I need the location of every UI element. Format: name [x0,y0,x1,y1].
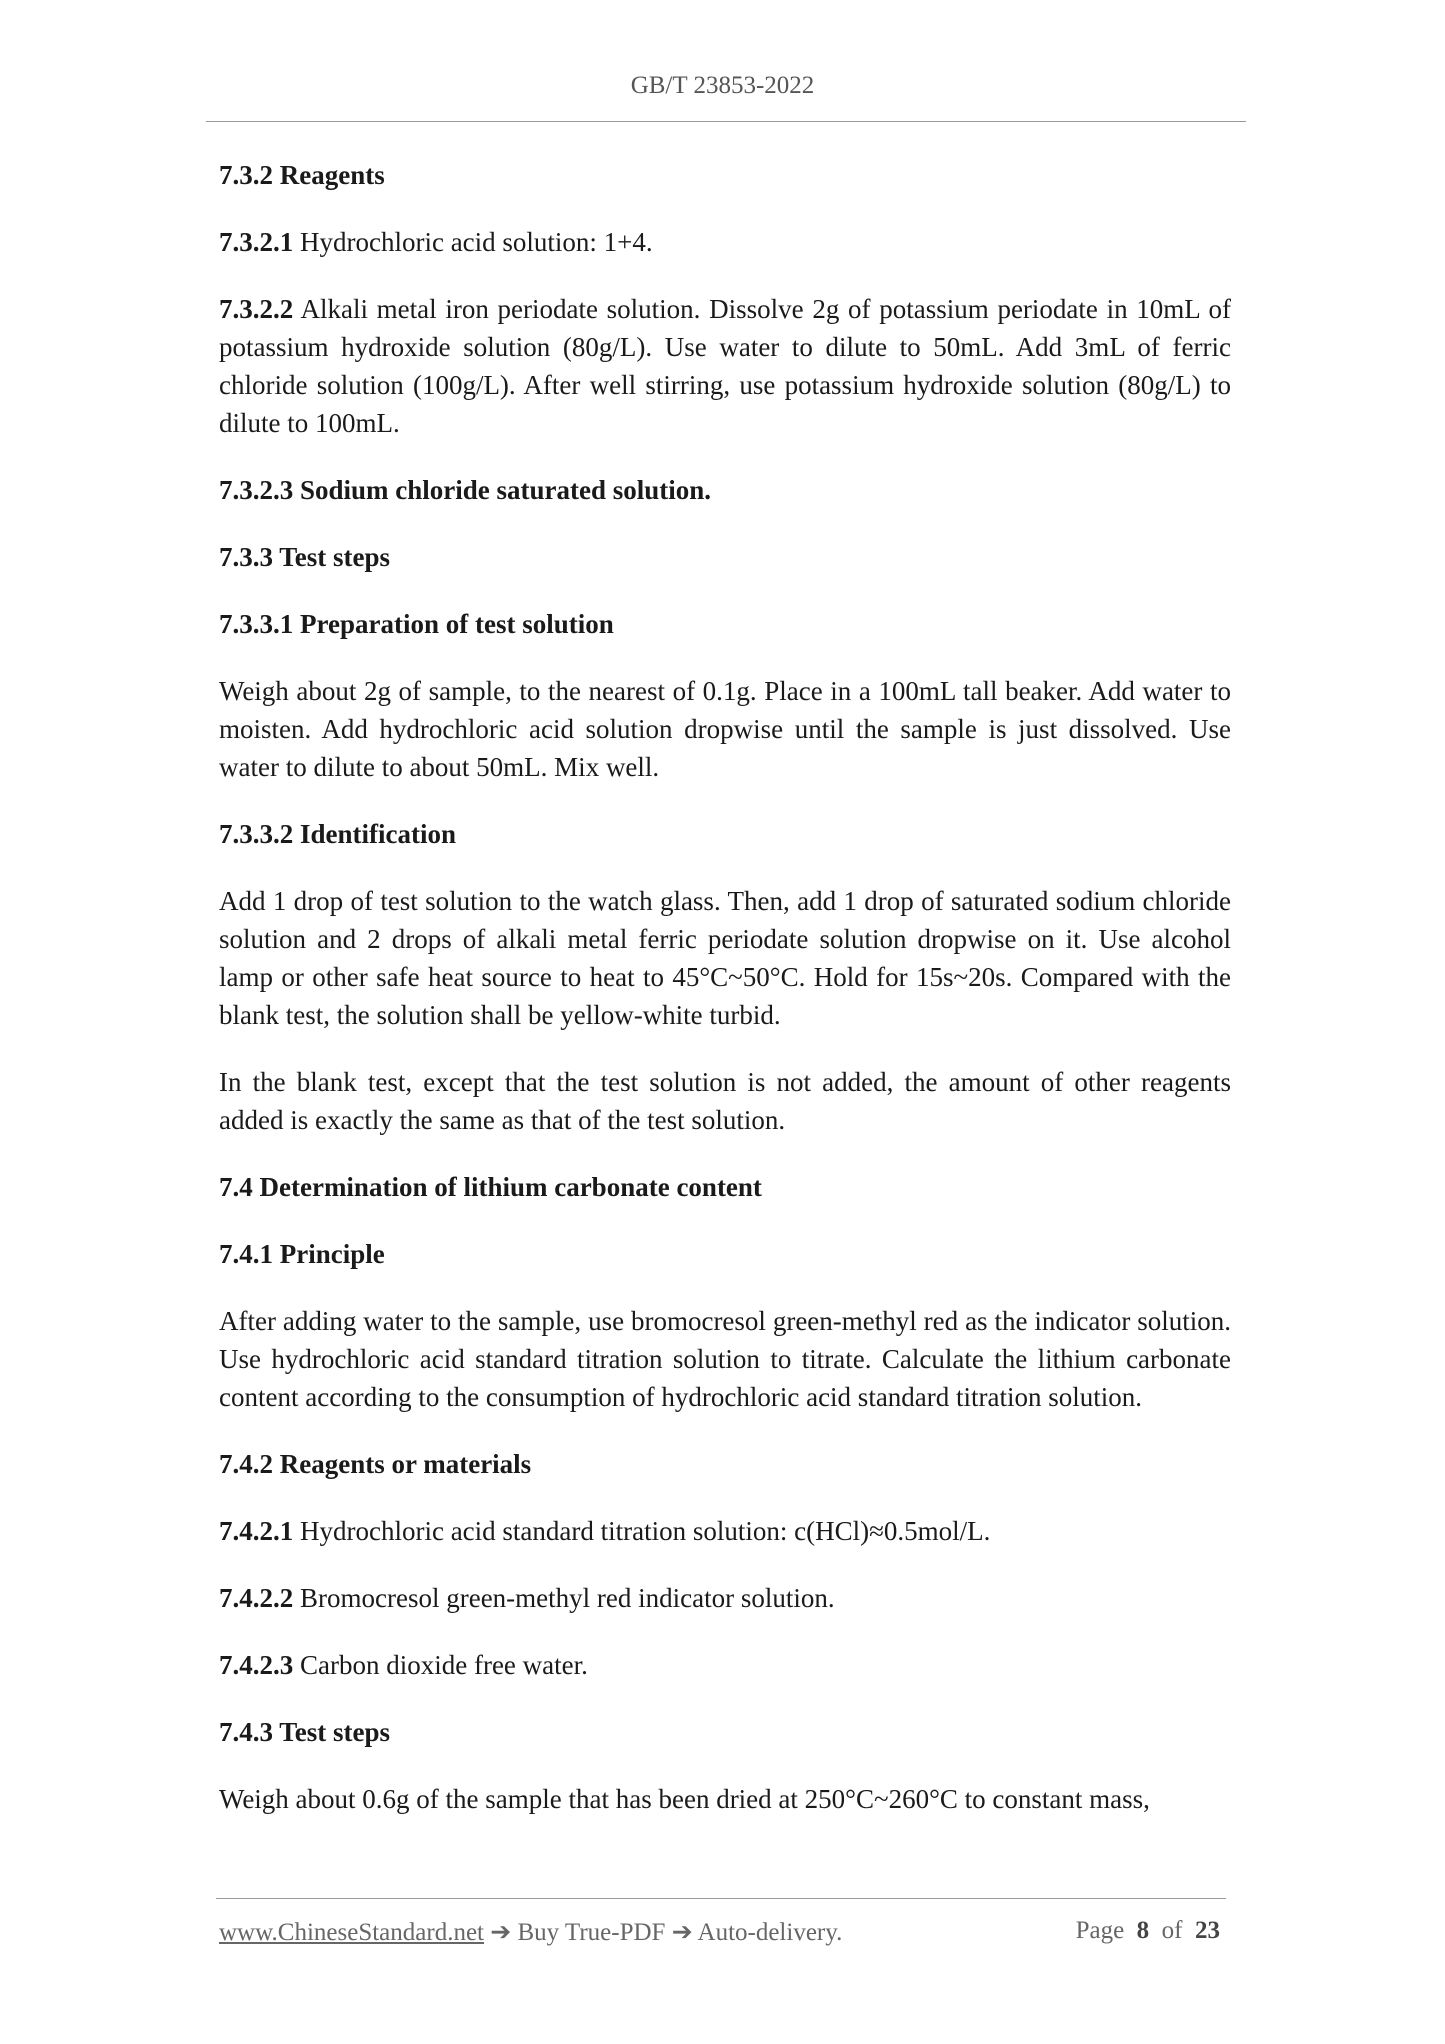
clause-7-3-2-2: 7.3.2.2 Alkali metal iron periodate solution. Dissolve 2g of potassium periodate in 10mL of potassium hydroxide solution (80g/L). Use water to dilute to 50mL. Add 3mL of ferric chloride solution (100g/L). After well stirring, use potassium hydroxide solution (80g/L) to dilute to 100mL. [219,294,1231,438]
heading-7-4-1: 7.4.1 Principle [219,1239,385,1269]
buy-text: Buy True-PDF [511,1919,672,1946]
page-indicator: Page 8 of 23 [1075,1917,1220,1944]
arrow-right-icon: ➔ [490,1919,512,1946]
clause-7-4-2-1: 7.4.2.1 Hydrochloric acid standard titration solution: c(HCl)≈0.5mol/L. [219,1516,991,1546]
paragraph-7-4-3: Weigh about 0.6g of the sample that has been dried at 250°C~260°C to constant mass, [219,1784,1150,1814]
heading-7-3-2-3: 7.3.2.3 Sodium chloride saturated solution. [219,475,712,505]
site-link[interactable]: www.ChineseStandard.net [219,1919,484,1946]
clause-7-4-2-3: 7.4.2.3 Carbon dioxide free water. [219,1650,588,1680]
paragraph-7-3-3-1: Weigh about 2g of sample, to the nearest of 0.1g. Place in a 100mL tall beaker. Add water to moisten. Add hydrochloric acid solution dropwise until the sample is just dissolved. Use water to dilute to about 50mL. Mix well. [219,676,1231,782]
heading-7-3-3-1: 7.3.3.1 Preparation of test solution [219,609,614,639]
clause-7-3-2-1: 7.3.2.1 Hydrochloric acid solution: 1+4. [219,227,653,257]
page-current: 8 [1136,1917,1150,1944]
heading-7-4-3: 7.4.3 Test steps [219,1717,391,1747]
heading-7-3-2: 7.3.2 Reagents [219,160,385,190]
heading-7-3-3-2: 7.3.3.2 Identification [219,819,457,849]
heading-7-4-2: 7.4.2 Reagents or materials [219,1449,532,1479]
arrow-right-icon: ➔ [671,1919,693,1946]
paragraph-7-3-3-2-b: In the blank test, except that the test solution is not added, the amount of other reagents added is exactly the same as that of the test solution. [219,1067,1231,1135]
clause-7-4-2-2: 7.4.2.2 Bromocresol green-methyl red indicator solution. [219,1583,835,1613]
paragraph-7-3-3-2-a: Add 1 drop of test solution to the watch glass. Then, add 1 drop of saturated sodium chloride solution and 2 drops of alkali metal ferric periodate solution dropwise on it. Use alcohol lamp or other safe heat source to heat to 45°C~50°C. Hold for 15s~20s. Compared with the blank test, the solution shall be yellow-white turbid. [219,886,1231,1030]
delivery-text: Auto-delivery. [692,1919,843,1946]
header-divider [206,121,1246,122]
footer-promo [219,1917,842,1947]
paragraph-7-4-1: After adding water to the sample, use bromocresol green-methyl red as the indicator solution. Use hydrochloric acid standard titration solution to titrate. Calculate the lithium carbonate content according to the consumption of hydrochloric acid standard titration solution. [219,1306,1231,1412]
document-body [219,156,1231,1818]
page-total: 23 [1195,1917,1220,1944]
page-header: GB/T 23853-2022 [630,72,815,99]
heading-7-3-3: 7.3.3 Test steps [219,542,391,572]
heading-7-4: 7.4 Determination of lithium carbonate content [219,1172,762,1202]
footer-divider [216,1898,1226,1899]
